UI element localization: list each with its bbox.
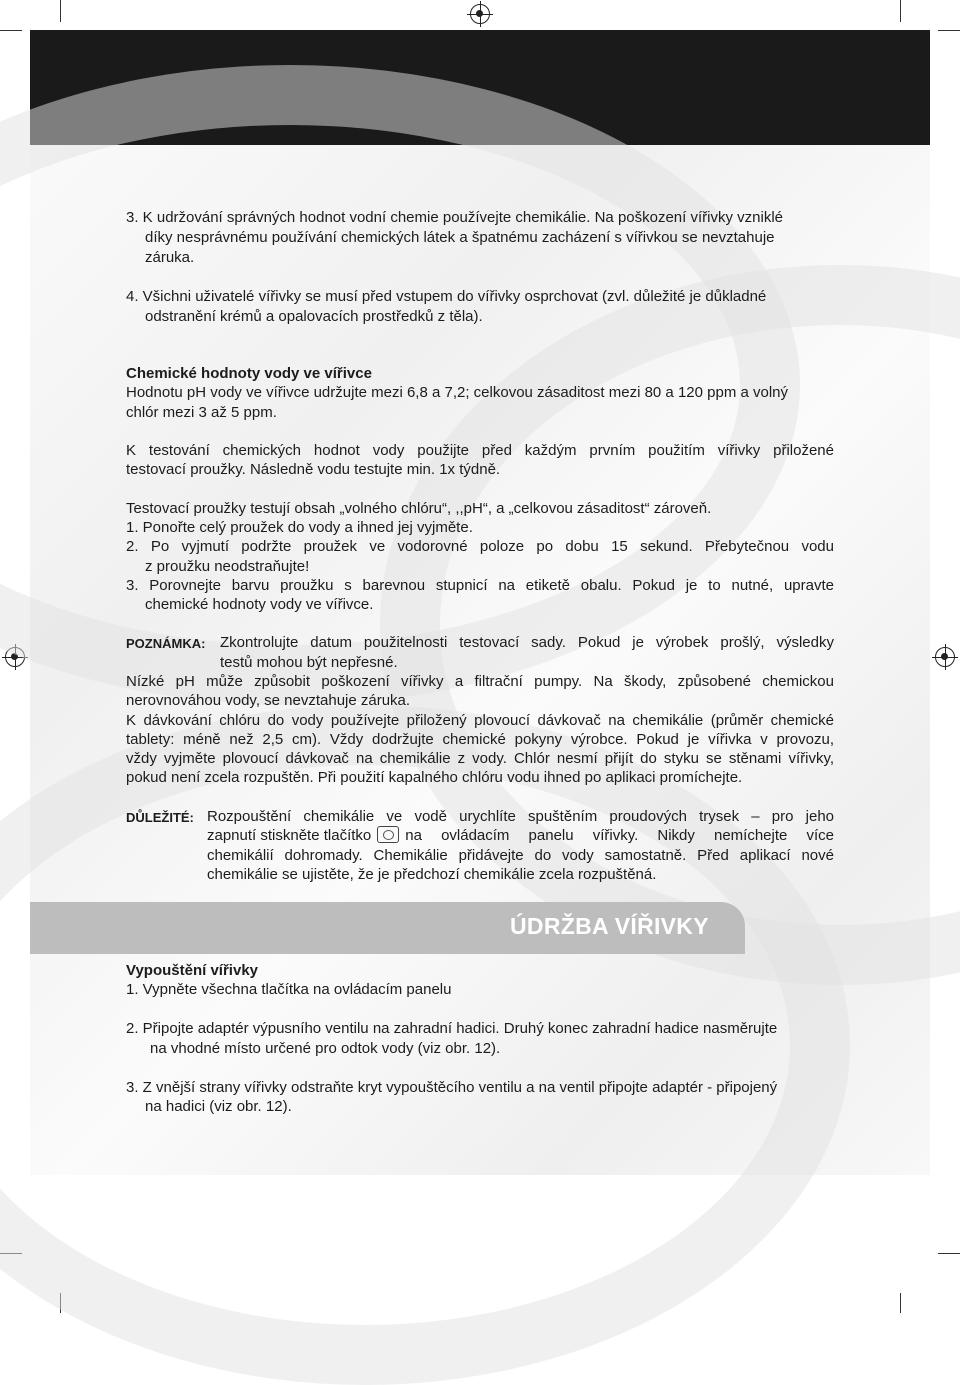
note-label: POZNÁMKA: (126, 636, 206, 651)
paragraph-line: díky nesprávnému používání chemických látek a špatnému zacházení s vířivkou se nevztahuje (145, 229, 775, 246)
list-item: 2. Po vyjmutí podržte proužek ve vodorovné poloze po dobu 15 sekund. Přebytečnou vodu (126, 538, 834, 555)
crop-mark (900, 0, 901, 22)
paragraph-line: testovací proužky. Následně vodu testujte min. 1x týdně. (126, 461, 501, 478)
jet-button-icon (377, 826, 399, 843)
note-line: nerovnováhou vody, se nevztahuje záruka. (126, 692, 411, 709)
important-line: chemikálií dohromady. Chemikálie přidávejte do vody samostatně. Před aplikací nové (207, 847, 834, 864)
important-line: Rozpouštění chemikálie ve vodě urychlíte spuštěním proudových trysek – pro jeho (207, 808, 834, 825)
registration-mark-icon (470, 4, 490, 24)
important-line: chemikálie se ujistěte, že je předchozí chemikálie zcela rozpuštěná. (207, 866, 657, 883)
paragraph-line: 4. Všichni uživatelé vířivky se musí před vstupem do vířivky osprchovat (zvl. důležité je důkladné (126, 288, 767, 305)
section-heading: Vypouštění vířivky (126, 962, 258, 979)
list-item: na vhodné místo určené pro odtok vody (viz obr. 12). (150, 1040, 501, 1057)
important-text: zapnutí stiskněte tlačítko (207, 827, 372, 844)
important-line (207, 826, 834, 846)
paragraph-line: odstranění krémů a opalovacích prostředků z těla). (145, 308, 483, 325)
note-line: Nízké pH může způsobit poškození vířivky a filtrační pumpy. Na škody, způsobené chemickou (126, 673, 834, 690)
list-item: na hadici (viz obr. 12). (145, 1098, 292, 1115)
crop-mark (938, 30, 960, 31)
paragraph-line: 3. K udržování správných hodnot vodní chemie používejte chemikálie. Na poškození vířivky vzniklé (126, 209, 783, 226)
list-item: 1. Vypněte všechna tlačítka na ovládacím panelu (126, 981, 452, 998)
paragraph-line: Testovací proužky testují obsah „volného chlóru“, ,,pH“, a „celkovou zásaditost“ zároveň. (126, 500, 712, 517)
note-line: Zkontrolujte datum použitelnosti testovací sady. Pokud je výrobek prošlý, výsledky (220, 634, 834, 651)
important-label: DŮLEŽITÉ: (126, 810, 194, 825)
crop-mark (0, 30, 22, 31)
list-item: z proužku neodstraňujte! (145, 558, 310, 575)
crop-mark (938, 1253, 960, 1254)
list-item: chemické hodnoty vody ve vířivce. (145, 596, 374, 613)
section-title: ÚDRŽBA VÍŘIVKY (510, 913, 709, 939)
paragraph-line: chlór mezi 3 až 5 ppm. (126, 404, 277, 421)
note-line: testů mohou být nepřesné. (220, 654, 398, 671)
paragraph-line: K testování chemických hodnot vody použijte před každým prvním použitím vířivky přiložené (126, 442, 834, 459)
list-item: 1. Ponořte celý proužek do vody a ihned jej vyjměte. (126, 519, 473, 536)
crop-mark (900, 1293, 901, 1313)
note-line: pokud není zcela rozpuštěn. Při použití kapalného chlóru vodu ihned po aplikaci promíchejte. (126, 769, 743, 786)
note-line: tablety: méně než 2,5 cm). Vždy dodržujte chemické pokyny výrobce. Pokud je vířivka v provozu, (126, 731, 834, 748)
section-heading: Chemické hodnoty vody ve vířivce (126, 365, 372, 382)
paragraph-line: záruka. (145, 249, 195, 266)
note-line: K dávkování chlóru do vody používejte přiložený plovoucí dávkovač na chemikálie (průměr chemické (126, 712, 834, 729)
note-line: vždy vyjměte plovoucí dávkovač na chemikálie z vody. Chlór nesmí přijít do styku se stěnami vířivky, (126, 750, 834, 767)
list-item: 2. Připojte adaptér výpusního ventilu na zahradní hadici. Druhý konec zahradní hadice nasměrujte (126, 1020, 778, 1037)
list-item: 3. Z vnější strany vířivky odstraňte kryt vypouštěcího ventilu a na ventil připojte adaptér - připojený (126, 1079, 778, 1096)
crop-mark (60, 0, 61, 22)
paragraph-line: Hodnotu pH vody ve vířivce udržujte mezi 6,8 a 7,2; celkovou zásaditost mezi 80 a 120 ppm a volný (126, 384, 789, 401)
important-text: na ovládacím panelu vířivky. Nikdy nemíchejte více (405, 827, 834, 844)
list-item: 3. Porovnejte barvu proužku s barevnou stupnicí na etiketě obalu. Pokud je to nutné, upravte (126, 577, 834, 594)
